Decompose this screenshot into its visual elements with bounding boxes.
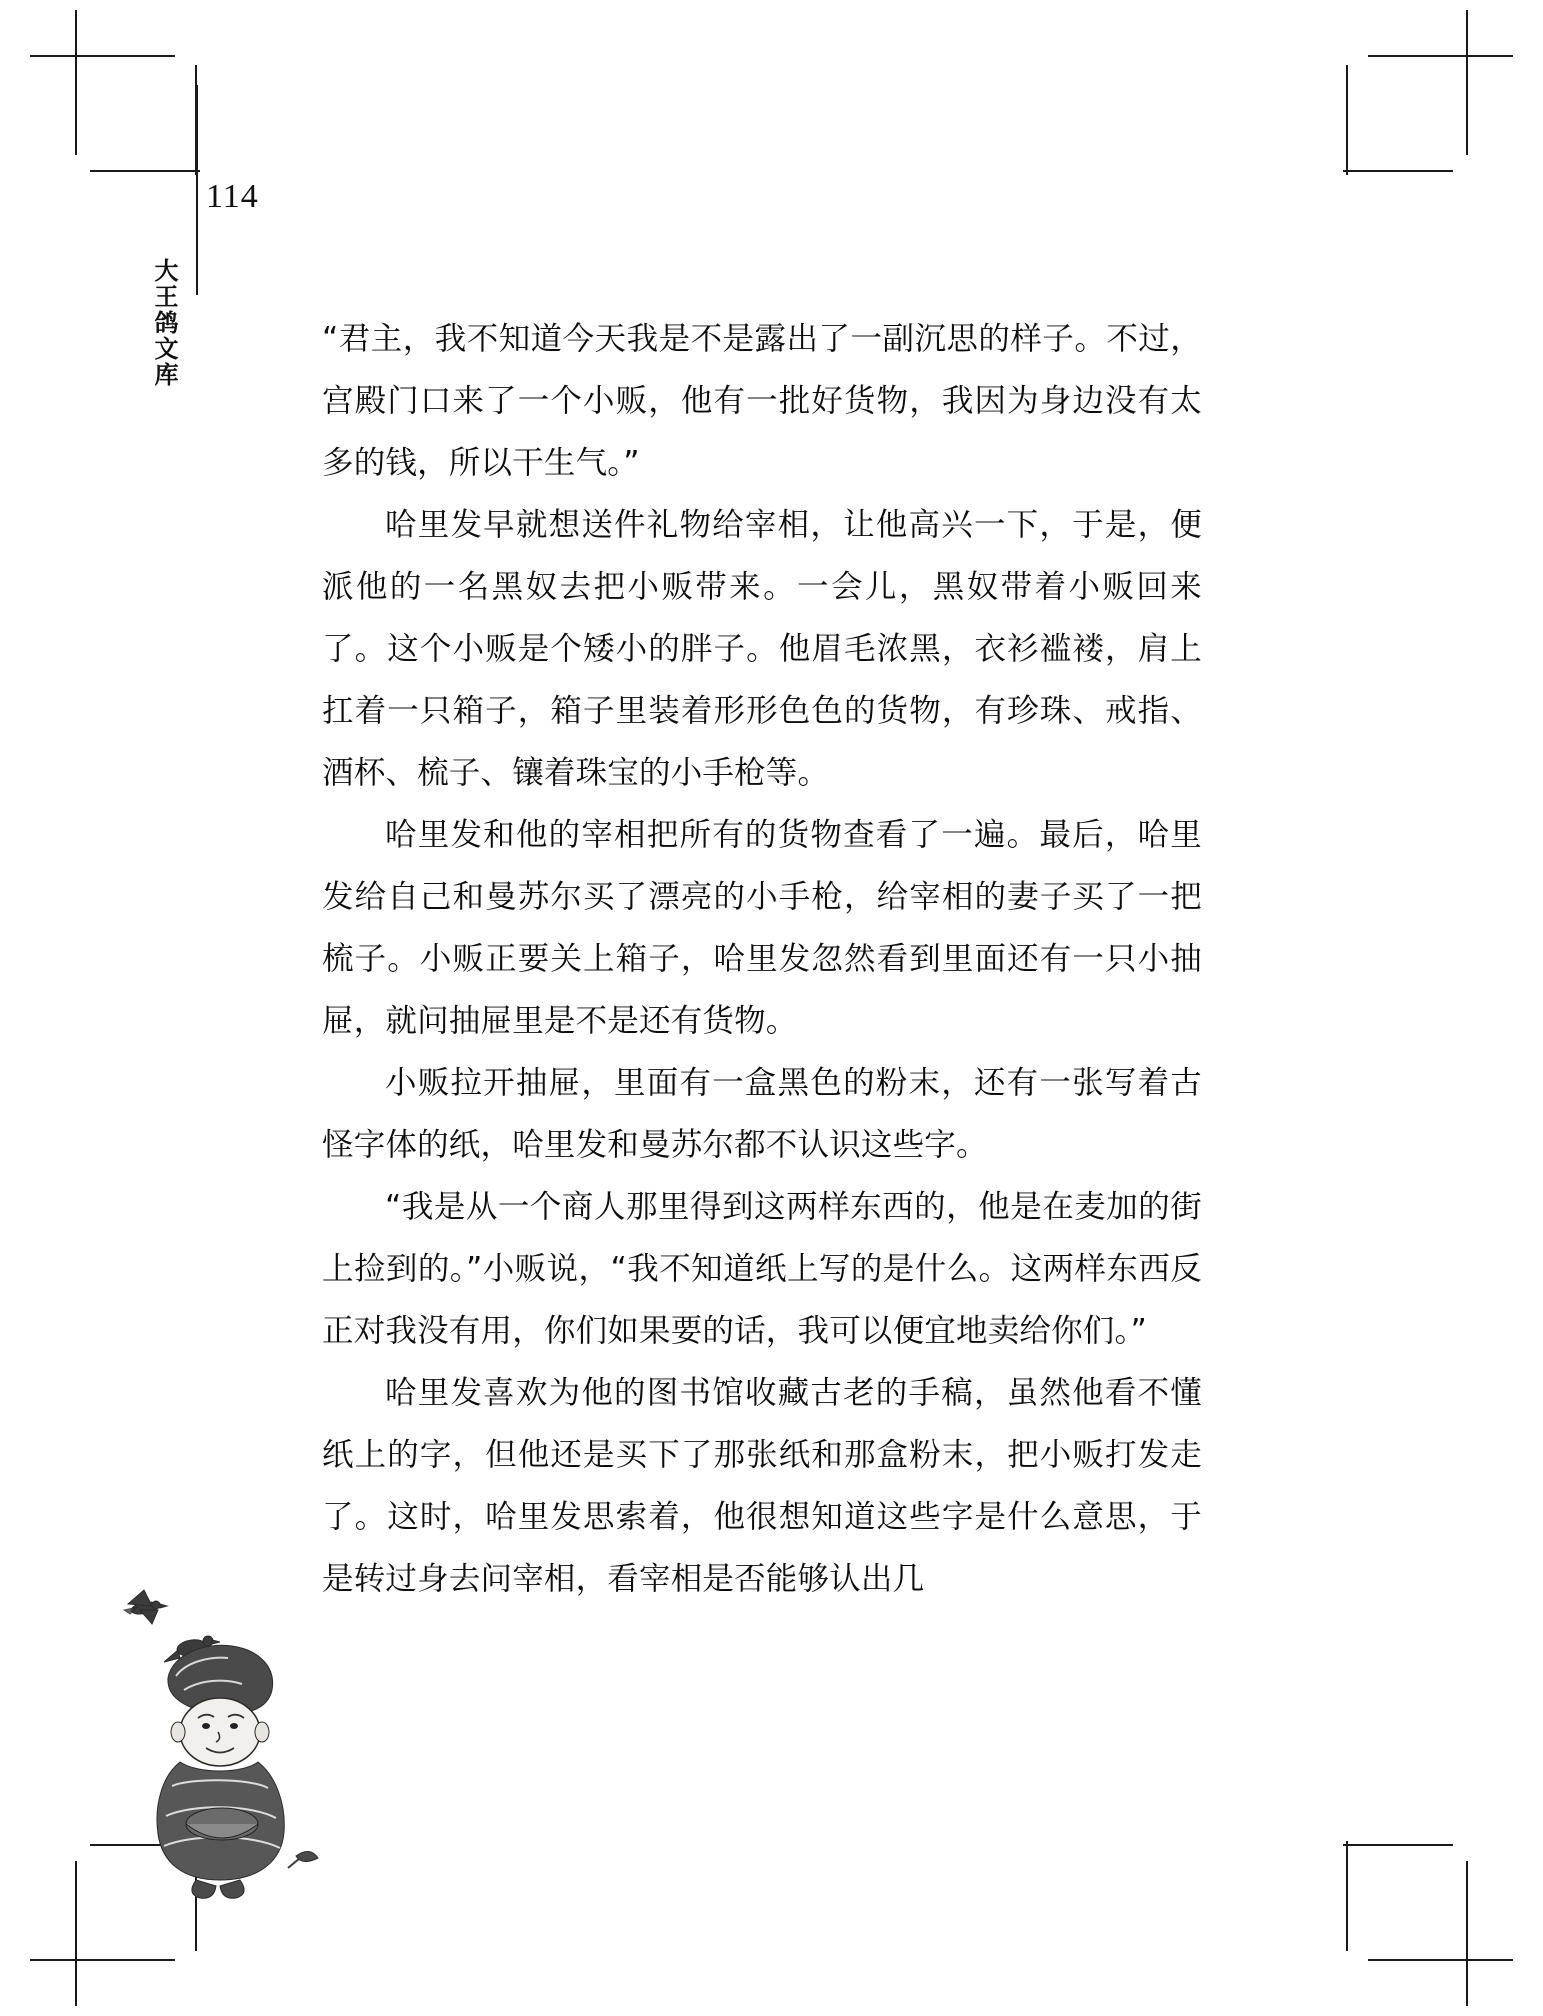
crop-mark-top-right: [1313, 10, 1513, 210]
paragraph: 哈里发早就想送件礼物给宰相，让他高兴一下，于是，便派他的一名黑奴去把小贩带来。一会儿，黑奴带着小贩回来了。这个小贩是个矮小的胖子。他眉毛浓黑，衣衫褴褛，肩上扛着一只箱子，箱子里装着形形色色的货物，有珍珠、戒指、酒杯、梳子、镶着珠宝的小手枪等。: [322, 507, 1202, 791]
crop-mark-top-left: [30, 10, 230, 210]
paragraph: 小贩拉开抽屉，里面有一盒黑色的粉末，还有一张写着古怪字体的纸，哈里发和曼苏尔都不认识这些字。: [322, 1065, 1202, 1163]
paragraph: “君主，我不知道今天我是不是露出了一副沉思的样子。不过，宫殿门口来了一个小贩，他有一批好货物，我因为身边没有太多的钱，所以干生气。”: [322, 321, 1202, 481]
paragraph: “我是从一个商人那里得到这两样东西的，他是在麦加的街上捡到的。”小贩说，“我不知道纸上写的是什么。这两样东西反正对我没有用，你们如果要的话，我可以便宜地卖给你们。”: [322, 1189, 1202, 1349]
running-head-rule: [196, 85, 198, 295]
body-text-column: [322, 308, 1202, 1610]
series-title: 大王鸽文库: [150, 258, 178, 388]
paragraph: 哈里发和他的宰相把所有的货物查看了一遍。最后，哈里发给自己和曼苏尔买了漂亮的小手枪，给宰相的妻子买了一把梳子。小贩正要关上箱子，哈里发忽然看到里面还有一只小抽屉，就问抽屉里是不是还有货物。: [322, 817, 1202, 1039]
bird-and-man-ink-illustration: [110, 1580, 340, 1910]
page-number: 114: [206, 178, 259, 215]
crop-mark-bottom-right: [1313, 1806, 1513, 2006]
paragraph: 哈里发喜欢为他的图书馆收藏古老的手稿，虽然他看不懂纸上的字，但他还是买下了那张纸和那盒粉末，把小贩打发走了。这时，哈里发思索着，他很想知道这些字是什么意思，于是转过身去问宰相，看宰相是否能够认出几: [322, 1375, 1202, 1597]
